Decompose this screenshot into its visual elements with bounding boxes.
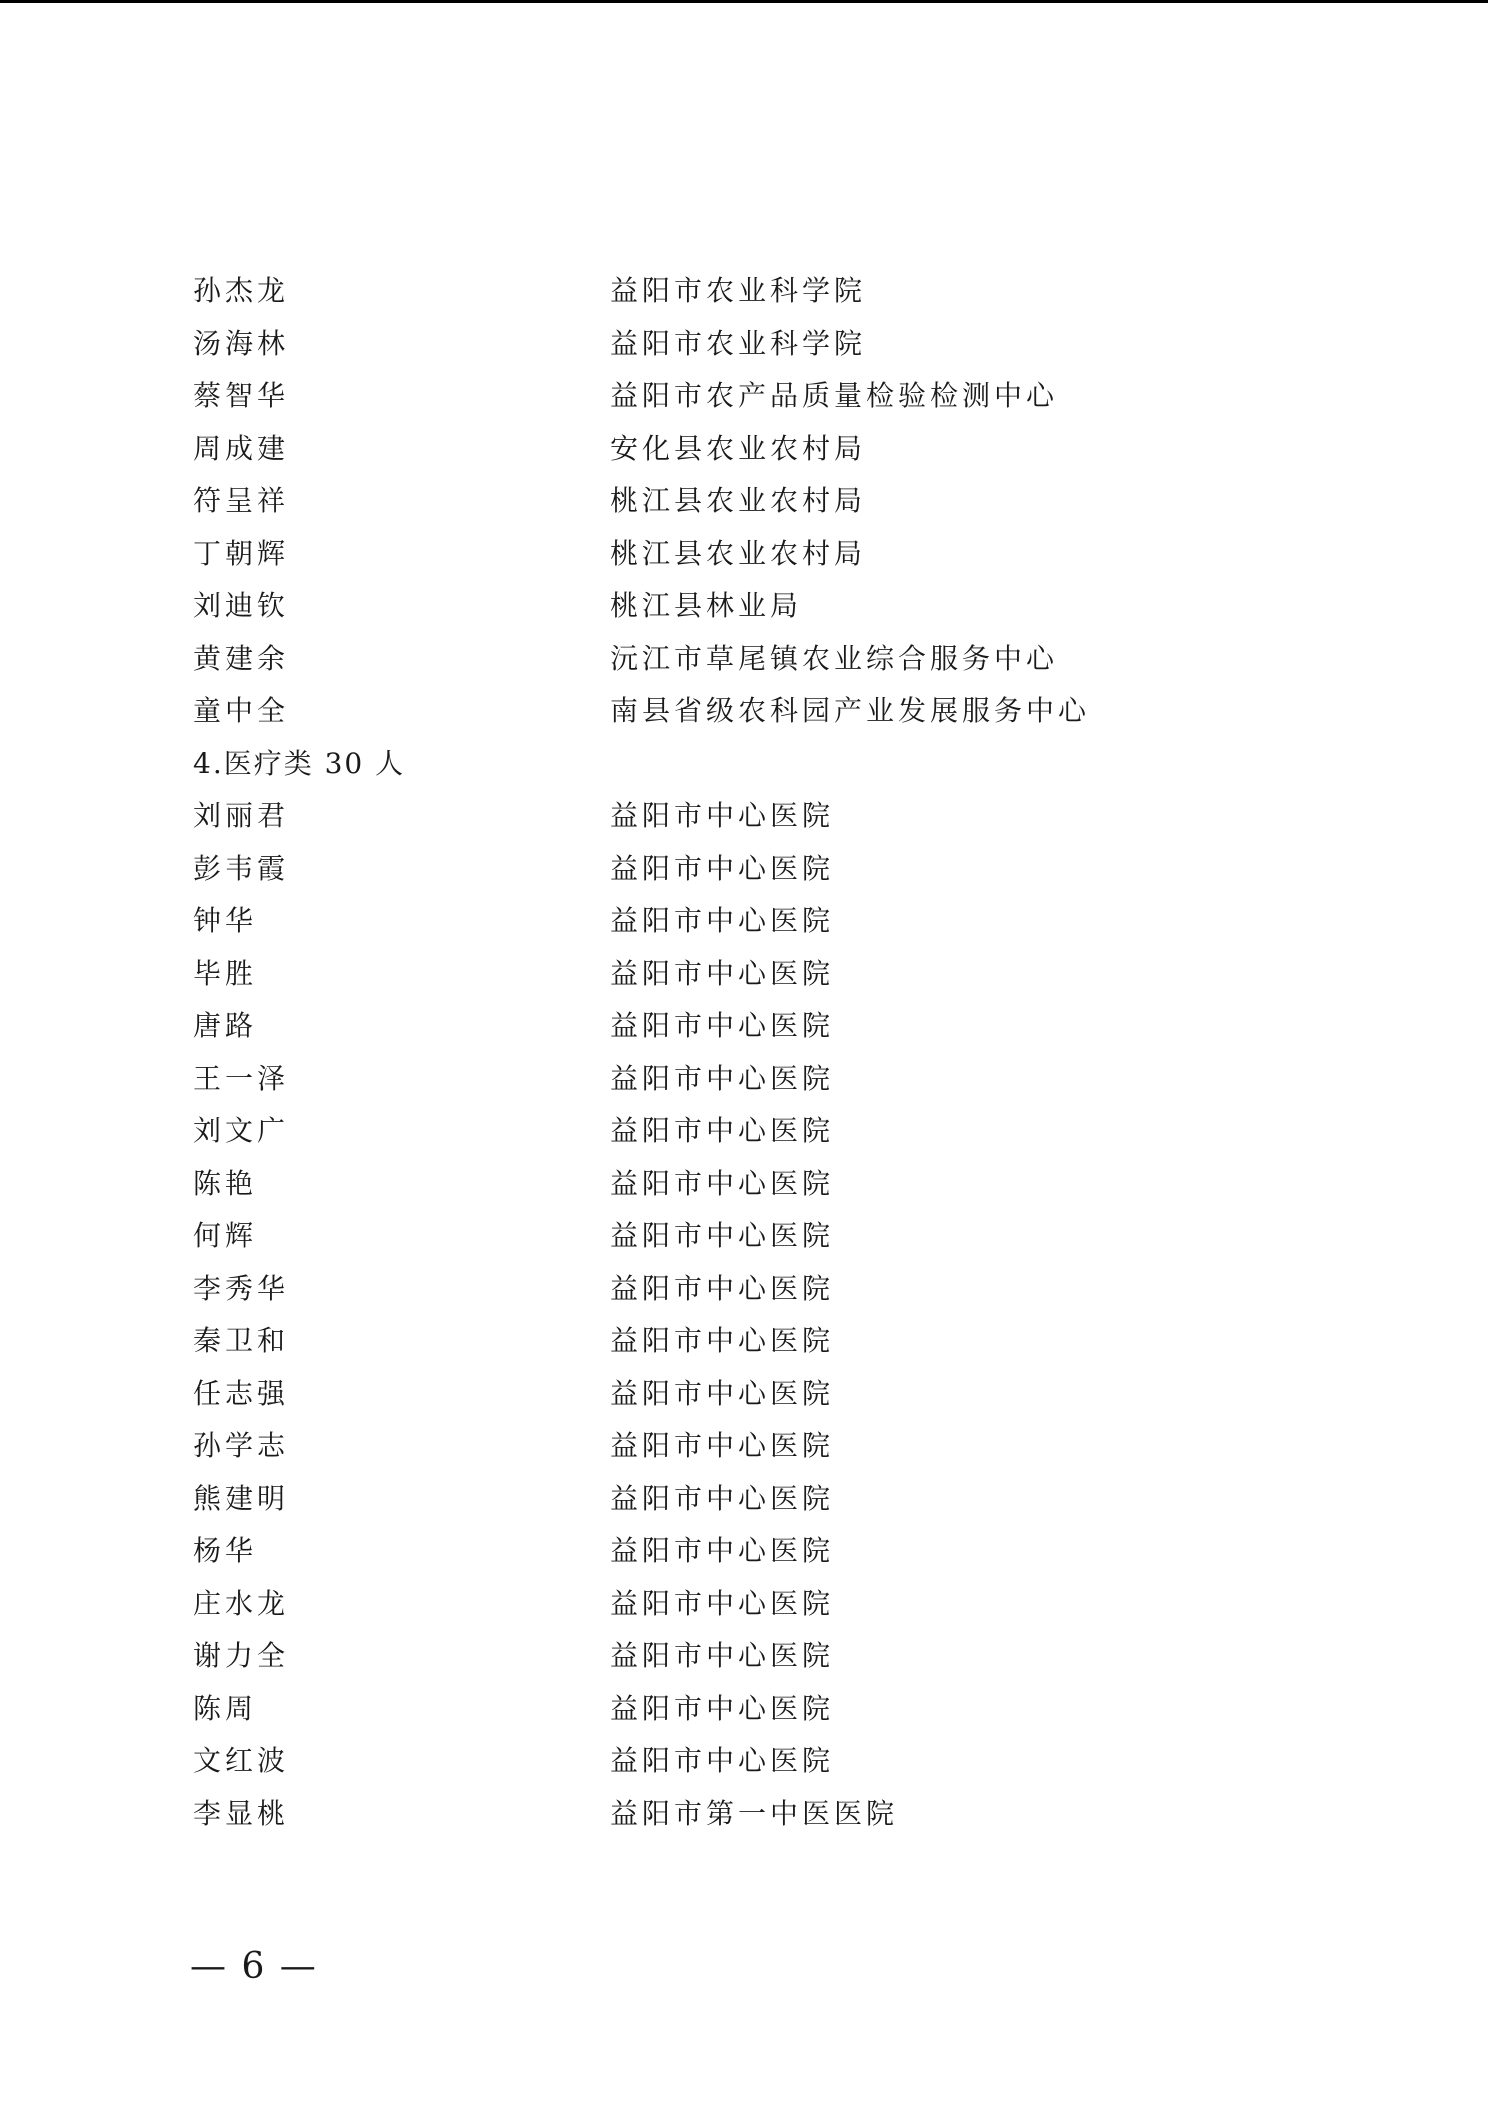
list-item	[0, 366, 1488, 419]
person-organization: 益阳市中心医院	[610, 1744, 835, 1777]
person-organization: 益阳市中心医院	[610, 1061, 835, 1095]
person-name: 丁朝辉	[193, 536, 290, 570]
person-organization: 益阳市中心医院	[610, 1691, 835, 1725]
list-item	[0, 419, 1488, 472]
person-name: 李秀华	[193, 1271, 290, 1305]
person-organization: 益阳市中心医院	[610, 1639, 835, 1672]
person-organization: 益阳市第一中医医院	[610, 1796, 899, 1830]
list-item	[0, 1626, 1488, 1679]
list-item	[0, 1364, 1488, 1417]
list-item	[0, 681, 1488, 734]
person-organization: 沅江市草尾镇农业综合服务中心	[610, 641, 1059, 675]
list-item	[0, 1049, 1488, 1102]
person-organization: 益阳市中心医院	[610, 956, 835, 990]
person-name: 刘文广	[193, 1114, 290, 1147]
person-organization: 桃江县农业农村局	[610, 536, 867, 570]
top-border-line	[0, 0, 1488, 3]
person-name: 毕胜	[193, 956, 258, 990]
person-name: 任志强	[193, 1376, 290, 1410]
list-item	[0, 1259, 1488, 1312]
person-organization: 益阳市中心医院	[610, 1271, 835, 1305]
person-organization: 益阳市中心医院	[610, 851, 835, 885]
person-name: 谢力全	[193, 1639, 290, 1672]
person-name: 彭韦霞	[193, 851, 290, 885]
list-item	[0, 314, 1488, 367]
list-item	[0, 261, 1488, 314]
person-name: 符呈祥	[193, 484, 290, 517]
person-organization: 南县省级农科园产业发展服务中心	[610, 694, 1091, 727]
list-item	[0, 1469, 1488, 1522]
person-name: 黄建余	[193, 641, 290, 675]
list-item	[0, 839, 1488, 892]
list-item	[0, 944, 1488, 997]
person-organization: 益阳市中心医院	[610, 1009, 835, 1042]
person-name: 文红波	[193, 1744, 290, 1777]
person-name: 杨华	[193, 1534, 258, 1567]
person-name: 周成建	[193, 431, 290, 465]
list-item	[0, 1521, 1488, 1574]
list-item	[0, 786, 1488, 839]
list-item	[0, 1311, 1488, 1364]
person-organization: 益阳市中心医院	[610, 1114, 835, 1147]
list-item	[0, 1206, 1488, 1259]
person-organization: 益阳市中心医院	[610, 1324, 835, 1357]
list-item	[0, 524, 1488, 577]
person-name: 孙学志	[193, 1429, 290, 1462]
person-name: 刘迪钦	[193, 589, 290, 622]
list-item	[0, 891, 1488, 944]
person-name: 童中全	[193, 694, 290, 727]
list-item	[0, 629, 1488, 682]
page-number: — 6 —	[190, 1946, 318, 1987]
person-organization: 益阳市农业科学院	[610, 274, 867, 307]
person-organization: 益阳市农业科学院	[610, 326, 867, 360]
person-organization: 益阳市中心医院	[610, 904, 835, 937]
personnel-list	[0, 261, 1488, 1836]
list-item	[0, 1416, 1488, 1469]
list-item	[0, 1679, 1488, 1732]
person-name: 熊建明	[193, 1481, 290, 1515]
person-organization: 益阳市中心医院	[610, 1219, 835, 1252]
person-name: 秦卫和	[193, 1324, 290, 1357]
person-name: 刘丽君	[193, 799, 290, 832]
person-name: 孙杰龙	[193, 274, 290, 307]
list-item	[0, 1731, 1488, 1784]
person-organization: 桃江县农业农村局	[610, 484, 867, 517]
person-organization: 益阳市中心医院	[610, 1586, 835, 1620]
person-name: 陈艳	[193, 1166, 258, 1200]
person-name: 汤海林	[193, 326, 290, 360]
list-item	[0, 471, 1488, 524]
section-heading: 4.医疗类 30 人	[193, 746, 406, 780]
person-name: 何辉	[193, 1219, 258, 1252]
person-name: 蔡智华	[193, 379, 290, 412]
person-name: 王一泽	[193, 1061, 290, 1095]
person-organization: 安化县农业农村局	[610, 431, 867, 465]
person-organization: 益阳市中心医院	[610, 1376, 835, 1410]
list-item	[0, 1574, 1488, 1627]
person-name: 钟华	[193, 904, 258, 937]
person-organization: 益阳市中心医院	[610, 1429, 835, 1462]
person-organization: 益阳市中心医院	[610, 799, 835, 832]
list-item	[0, 1784, 1488, 1837]
list-item	[0, 576, 1488, 629]
person-organization: 益阳市农产品质量检验检测中心	[610, 379, 1059, 412]
person-name: 庄水龙	[193, 1586, 290, 1620]
person-name: 唐路	[193, 1009, 258, 1042]
section-heading-row	[0, 734, 1488, 787]
person-organization: 桃江县林业局	[610, 589, 803, 622]
list-item	[0, 1154, 1488, 1207]
person-name: 李显桃	[193, 1796, 290, 1830]
list-item	[0, 996, 1488, 1049]
list-item	[0, 1101, 1488, 1154]
person-name: 陈周	[193, 1691, 258, 1725]
person-organization: 益阳市中心医院	[610, 1534, 835, 1567]
person-organization: 益阳市中心医院	[610, 1481, 835, 1515]
person-organization: 益阳市中心医院	[610, 1166, 835, 1200]
